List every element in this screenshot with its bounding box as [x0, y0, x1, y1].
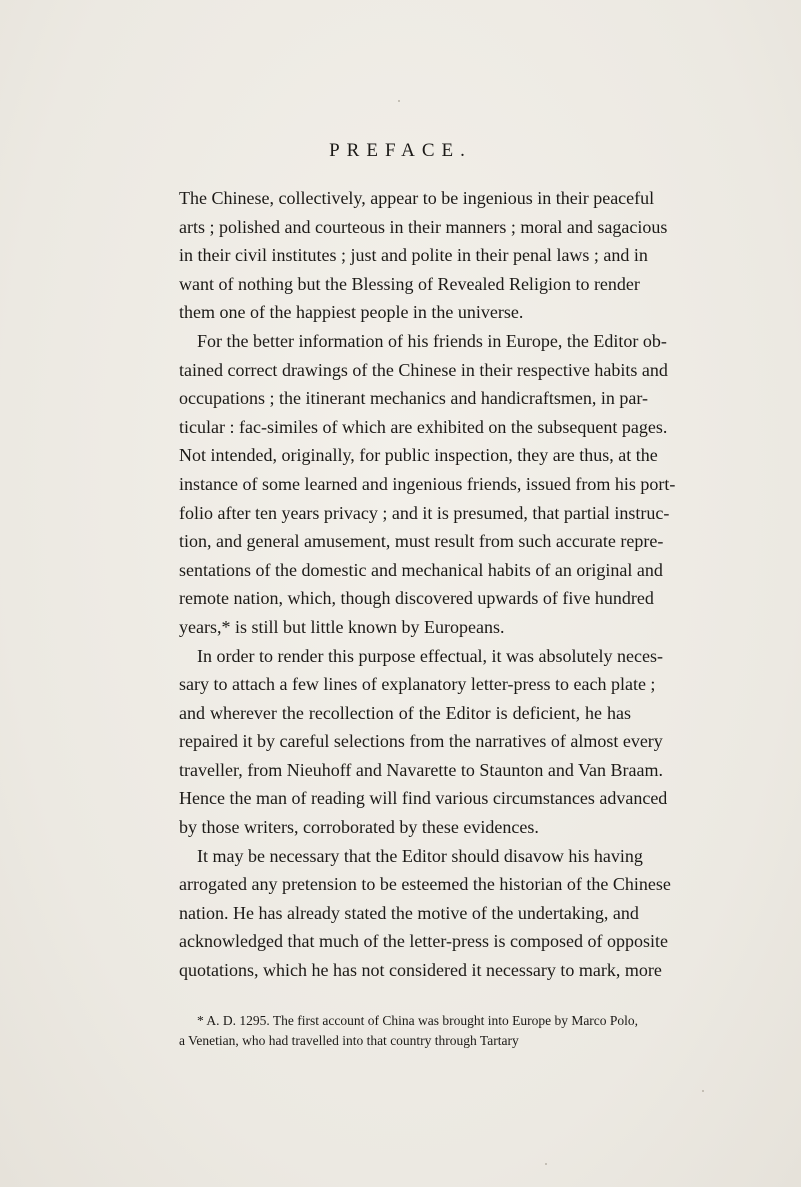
text-line: tion, and general amusement, must result from such accurate repre-	[179, 531, 664, 552]
text-line: arts ; polished and courteous in their manners ; moral and sagacious	[179, 216, 668, 237]
text-line: tained correct drawings of the Chinese in their respective habits and	[179, 359, 668, 380]
text-line: occupations ; the itinerant mechanics and handicraftsmen, in par-	[179, 388, 648, 409]
text-line: arrogated any pretension to be esteemed the historian of the Chinese	[179, 874, 671, 895]
text-line: Hence the man of reading will find various circumstances advanced	[179, 788, 668, 809]
text-line: repaired it by careful selections from the narratives of almost every	[179, 731, 663, 752]
text-line: In order to render this purpose effectual, it was absolutely neces-	[197, 645, 664, 666]
page-title: PREFACE.	[329, 140, 472, 161]
footnote-line: a Venetian, who had travelled into that country through Tartary	[179, 1033, 519, 1048]
text-line: Not intended, originally, for public inspection, they are thus, at the	[179, 445, 658, 466]
preface-body	[179, 184, 676, 985]
text-line: and wherever the recollection of the Editor is deficient, he has	[179, 702, 631, 723]
text-line: years,* is still but little known by Europeans.	[179, 616, 505, 637]
paper-speck	[702, 1090, 704, 1092]
text-line: sentations of the domestic and mechanical habits of an original and	[179, 559, 663, 580]
text-line: acknowledged that much of the letter-press is composed of opposite	[179, 931, 669, 952]
text-line: sary to attach a few lines of explanatory letter-press to each plate ;	[179, 674, 656, 695]
footnote-line: * A. D. 1295. The first account of China was brought into Europe by Marco Polo,	[197, 1013, 639, 1028]
text-line: For the better information of his friends in Europe, the Editor ob-	[197, 330, 667, 351]
text-line: The Chinese, collectively, appear to be ingenious in their peaceful	[179, 188, 655, 208]
footnote	[179, 1011, 639, 1051]
text-line: traveller, from Nieuhoff and Navarette to Staunton and Van Braam.	[179, 759, 663, 780]
text-line: It may be necessary that the Editor should disavow his having	[197, 845, 643, 866]
text-line: in their civil institutes ; just and polite in their penal laws ; and in	[179, 245, 648, 266]
text-line: instance of some learned and ingenious friends, issued from his port-	[179, 473, 676, 494]
text-line: nation. He has already stated the motive of the undertaking, and	[179, 902, 639, 923]
paper-speck	[398, 100, 400, 102]
text-line: folio after ten years privacy ; and it is presumed, that partial instruc-	[179, 502, 670, 523]
text-line: remote nation, which, though discovered upwards of five hundred	[179, 588, 654, 609]
text-line: want of nothing but the Blessing of Revealed Religion to render	[179, 273, 640, 294]
text-line: them one of the happiest people in the universe.	[179, 302, 524, 323]
text-line: quotations, which he has not considered it necessary to mark, more	[179, 960, 662, 981]
text-line: by those writers, corroborated by these evidences.	[179, 817, 539, 838]
text-line: ticular : fac-similes of which are exhibited on the subsequent pages.	[179, 416, 668, 437]
paper-speck	[545, 1163, 547, 1165]
